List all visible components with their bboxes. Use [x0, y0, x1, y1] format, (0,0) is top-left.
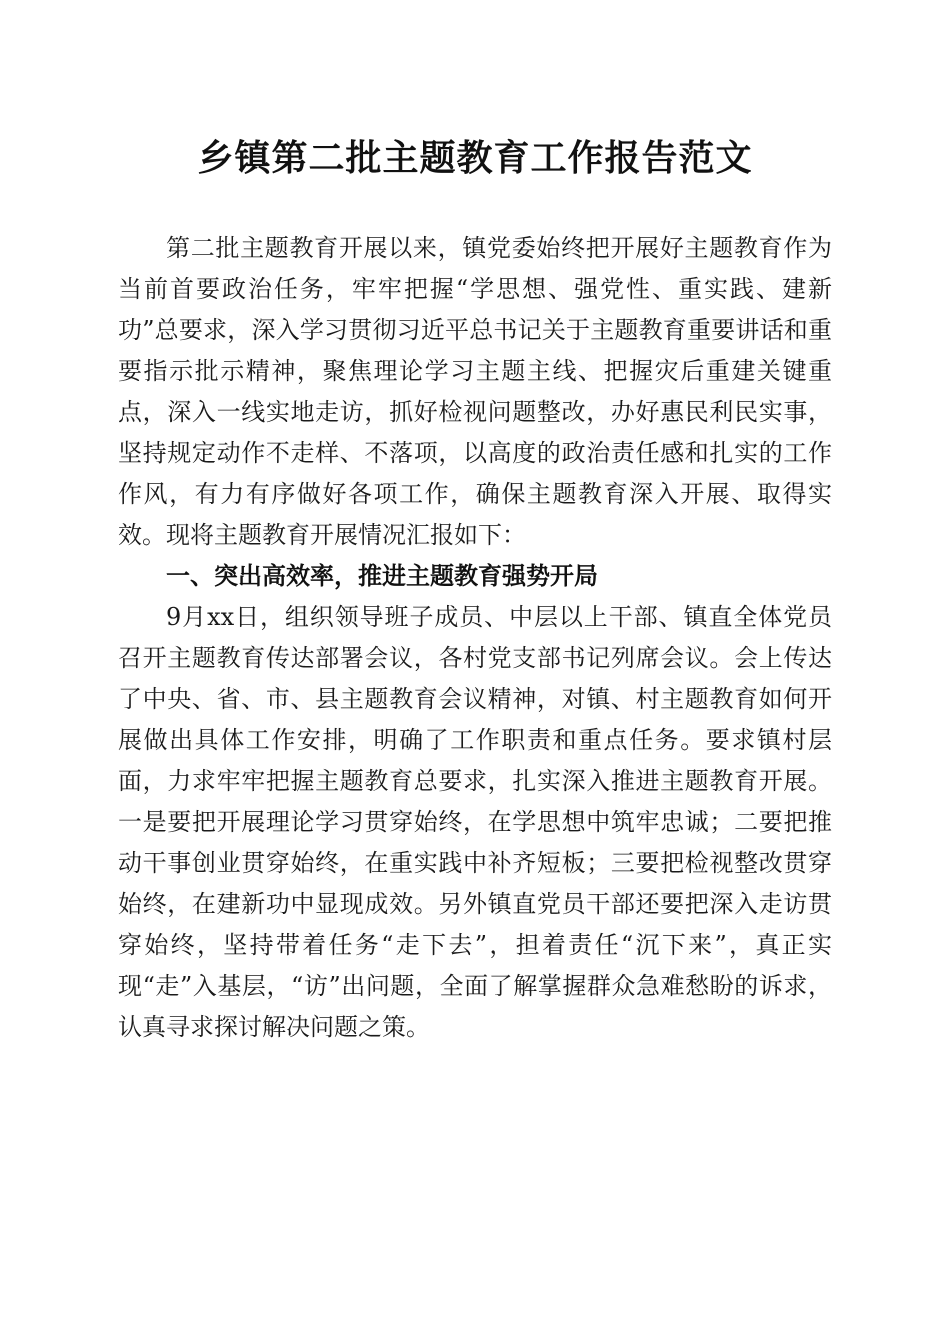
document-title: 乡镇第二批主题教育工作报告范文: [197, 137, 753, 179]
document-body: [118, 228, 832, 1048]
section-heading: 一、突出高效率，推进主题教育强势开局: [166, 562, 598, 590]
intro-paragraph: 第二批主题教育开展以来，镇党委始终把开展好主题教育作为当前首要政治任务，牢牢把握“学思想、强党性、重实践、建新功”总要求，深入学习贯彻习近平总书记关于主题教育重要讲话和重要指示批示精神，聚焦理论学习主题主线、把握灾后重建关键重点，深入一线实地走访，抓好检视问题整改，办好惠民利民实事，坚持规定动作不走样、不落项，以高度的政治责任感和扎实的工作作风，有力有序做好各项工作，确保主题教育深入开展、取得实效。现将主题教育开展情况汇报如下：: [118, 234, 832, 549]
section-paragraph: 9月xx日，组织领导班子成员、中层以上干部、镇直全体党员召开主题教育传达部署会议，各村党支部书记列席会议。会上传达了中央、省、市、县主题教育会议精神，对镇、村主题教育如何开展做出具体工作安排，明确了工作职责和重点任务。要求镇村层面，力求牢牢把握主题教育总要求，扎实深入推进主题教育开展。一是要把开展理论学习贯穿始终，在学思想中筑牢忠诚；二要把推动干事创业贯穿始终，在重实践中补齐短板；三要把检视整改贯穿始终，在建新功中显现成效。另外镇直党员干部还要把深入走访贯穿始终，坚持带着任务“走下去”，担着责任“沉下来”，真正实现“走”入基层，“访”出问题，全面了解掌握群众急难愁盼的诉求，认真寻求探讨解决问题之策。: [118, 603, 832, 1041]
